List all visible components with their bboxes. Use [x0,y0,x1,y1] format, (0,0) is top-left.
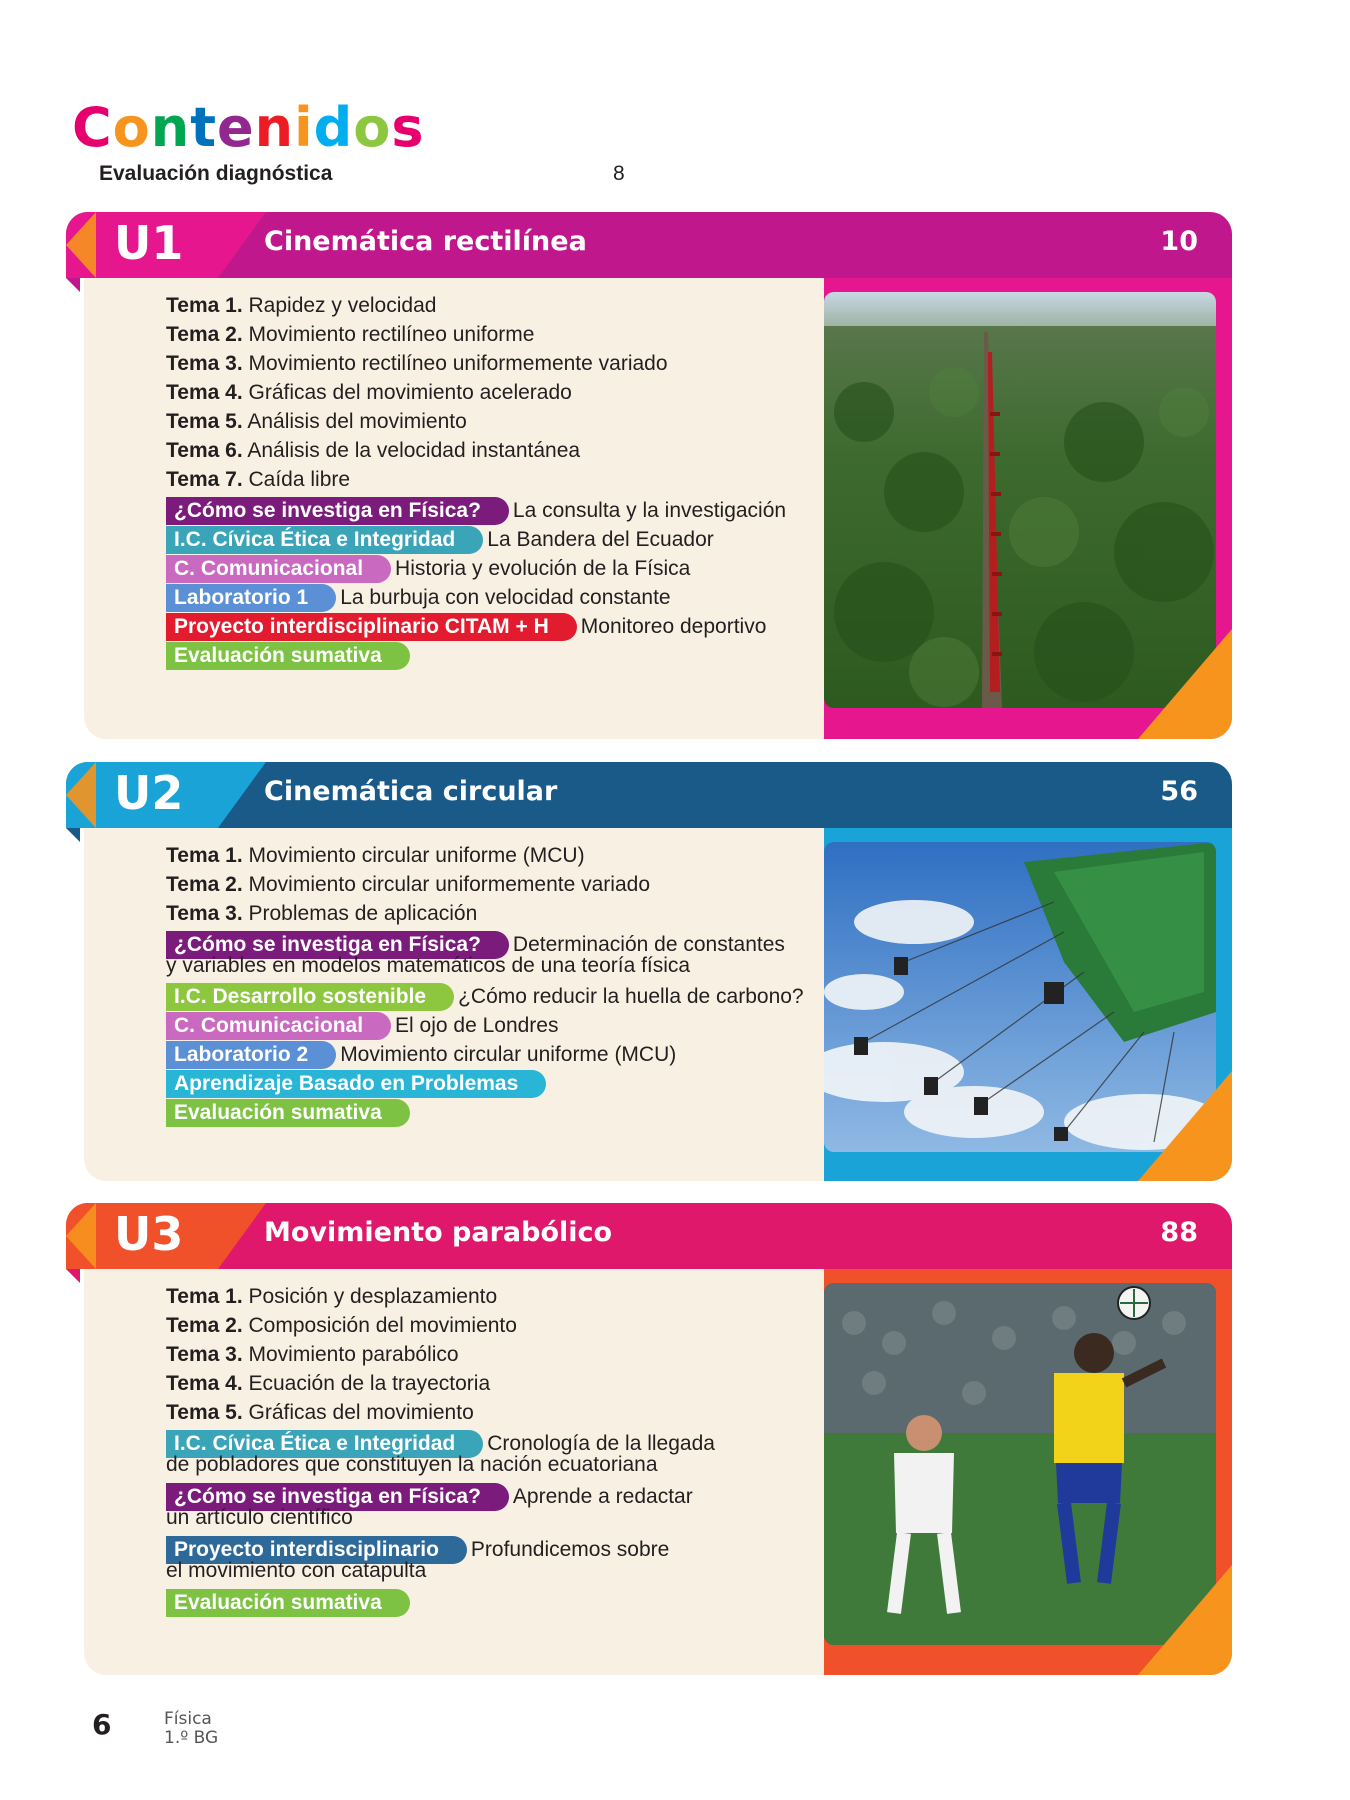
toc-row-topic[interactable] [166,439,856,463]
toc-row-text: Posición y desplazamiento [248,1285,498,1308]
toc-row-text: Cronología de la llegada [487,1432,715,1455]
section-badge: I.C. Cívica Ética e Integridad [166,526,483,554]
toc-row-label: Tema 7. [166,468,243,491]
unit-page: 56 [1160,776,1198,807]
toc-row-text: el movimiento con catapulta [166,1559,427,1582]
toc-row-text: ¿Cómo reducir la huella de carbono? [458,985,804,1008]
toc-row-continuation[interactable] [166,1453,856,1477]
toc-row-topic[interactable] [166,323,856,347]
page-number: 6 [92,1708,112,1741]
toc-row-topic[interactable] [166,1372,856,1396]
toc-row-topic[interactable] [166,1401,856,1425]
toc-row-text: de pobladores que constituyen la nación ecuatoriana [166,1453,658,1476]
toc-row-text: Monitoreo deportivo [580,615,767,638]
ribbon-fold [66,1269,80,1283]
unit-code: U1 [114,216,184,270]
toc-row-label: Tema 1. [166,294,243,317]
unit-header[interactable] [66,212,1232,278]
unit-body [84,1269,1232,1675]
unit-code: U2 [114,766,184,820]
toc-row-text: Caída libre [248,468,351,491]
ribbon-fold [66,278,80,292]
toc-row-topic[interactable] [166,1285,856,1309]
photo-frame [824,828,1232,1181]
section-badge: C. Comunicacional [166,555,391,583]
toc-row-label: Tema 6. [166,439,243,462]
toc-row-text: Rapidez y velocidad [248,294,437,317]
toc-row-topic[interactable] [166,844,856,868]
toc-row-section[interactable] [166,983,856,1011]
toc-row-section[interactable] [166,584,856,612]
title-letter: i [294,96,314,159]
soccer-players-photo [824,1283,1216,1645]
title-letter: t [190,96,218,159]
toc-row-label: Tema 2. [166,1314,243,1337]
title-letter: e [217,96,255,159]
diagnostic-label: Evaluación diagnóstica [99,162,333,185]
title-letter: C [72,96,113,159]
toc-row-text: Historia y evolución de la Física [395,557,691,580]
section-badge: Laboratorio 2 [166,1041,336,1069]
unit-page: 88 [1160,1217,1198,1248]
title-letter: n [150,96,191,159]
toc-row-section[interactable] [166,1099,856,1127]
toc-row-topic[interactable] [166,873,856,897]
toc-row-section[interactable] [166,555,856,583]
toc-row-text: Análisis del movimiento [247,410,467,433]
toc-row-label: Tema 4. [166,1372,243,1395]
title-letter: o [353,96,392,159]
toc-row-section[interactable] [166,1012,856,1040]
toc-row-text: Movimiento circular uniforme (MCU) [248,844,585,867]
toc-row-topic[interactable] [166,902,856,926]
toc-row-text: Movimiento circular uniforme (MCU) [340,1043,677,1066]
footer-book-info [164,1710,218,1748]
section-badge: Aprendizaje Basado en Problemas [166,1070,546,1098]
toc-row-text: y variables en modelos matemáticos de una teoría física [166,954,691,977]
toc-row-section[interactable] [166,613,856,641]
unit-header[interactable] [66,762,1232,828]
unit-page: 10 [1160,226,1198,257]
toc-row-text: El ojo de Londres [395,1014,559,1037]
toc-row-section[interactable] [166,1070,856,1098]
toc-row-section[interactable] [166,1589,856,1617]
toc-row-label: Tema 2. [166,323,243,346]
section-badge: Evaluación sumativa [166,1589,410,1617]
toc-row-label: Tema 5. [166,1401,243,1424]
footer-subject: Física [164,1709,212,1729]
ribbon-fold [66,828,80,842]
toc-row-topic[interactable] [166,1343,856,1367]
toc-row-topic[interactable] [166,1314,856,1338]
toc-row-text: un artículo científico [166,1506,353,1529]
toc-row-continuation[interactable] [166,1506,856,1530]
toc-row-text: La burbuja con velocidad constante [340,586,671,609]
title-letter: s [391,96,425,159]
toc-row-text: Movimiento rectilíneo uniformemente variado [248,352,668,375]
diagnostic-entry[interactable] [99,162,649,186]
toc-row-text: Gráficas del movimiento acelerado [248,381,572,404]
section-badge: Laboratorio 1 [166,584,336,612]
toc-row-section[interactable] [166,497,856,525]
toc-row-continuation[interactable] [166,1559,856,1583]
toc-row-text: Determinación de constantes [512,933,785,956]
toc-row-text: Composición del movimiento [248,1314,517,1337]
title-letter: n [254,96,295,159]
toc-row-section[interactable] [166,1041,856,1069]
photo-frame [824,1269,1232,1675]
toc-row-label: Tema 2. [166,873,243,896]
swing-ride-photo [824,842,1216,1152]
photo-frame [824,278,1232,739]
toc-row-label: Tema 5. [166,410,243,433]
unit-header[interactable] [66,1203,1232,1269]
toc-row-continuation[interactable] [166,954,856,978]
unit-title: Cinemática circular [264,776,558,807]
section-badge: Evaluación sumativa [166,1099,410,1127]
toc-row-label: Tema 3. [166,352,243,375]
section-badge: I.C. Cívica Ética e Integridad [166,1430,483,1458]
toc-row-topic[interactable] [166,468,856,492]
page-title [72,96,425,159]
unit-body [84,828,1232,1181]
toc-row-text: La consulta y la investigación [512,499,787,522]
forest-railway-photo [824,292,1216,708]
unit-title: Cinemática rectilínea [264,226,587,257]
title-letter: d [313,96,354,159]
toc-row-text: La Bandera del Ecuador [487,528,714,551]
toc-row-text: Movimiento rectilíneo uniforme [248,323,535,346]
section-badge: ¿Cómo se investiga en Física? [166,1483,509,1511]
toc-row-text: Ecuación de la trayectoria [248,1372,491,1395]
unit-3-section [66,1203,1232,1675]
toc-row-text: Profundicemos sobre [470,1538,670,1561]
toc-row-topic[interactable] [166,294,856,318]
toc-row-section[interactable] [166,526,856,554]
unit-title: Movimiento parabólico [264,1217,613,1248]
section-badge: I.C. Desarrollo sostenible [166,983,454,1011]
unit-code: U3 [114,1207,184,1261]
section-badge: Evaluación sumativa [166,642,410,670]
section-badge: C. Comunicacional [166,1012,391,1040]
toc-row-label: Tema 3. [166,902,243,925]
toc-row-text: Problemas de aplicación [248,902,478,925]
toc-row-text: Movimiento circular uniformemente variado [248,873,650,896]
toc-row-topic[interactable] [166,410,856,434]
diagnostic-page: 8 [613,162,625,185]
toc-row-text: Análisis de la velocidad instantánea [247,439,581,462]
section-badge: ¿Cómo se investiga en Física? [166,497,509,525]
toc-row-text: Movimiento parabólico [248,1343,459,1366]
section-badge: Proyecto interdisciplinario [166,1536,467,1564]
section-badge: ¿Cómo se investiga en Física? [166,931,509,959]
unit-1-section [66,212,1232,739]
footer-grade: 1.º BG [164,1728,219,1748]
toc-row-label: Tema 1. [166,1285,243,1308]
unit-body [84,278,1232,739]
title-letter: o [112,96,151,159]
toc-row-label: Tema 3. [166,1343,243,1366]
toc-row-topic[interactable] [166,381,856,405]
toc-row-label: Tema 1. [166,844,243,867]
toc-row-section[interactable] [166,642,856,670]
toc-row-label: Tema 4. [166,381,243,404]
toc-row-text: Aprende a redactar [512,1485,693,1508]
toc-row-text: Gráficas del movimiento [248,1401,474,1424]
toc-row-topic[interactable] [166,352,856,376]
unit-2-section [66,762,1232,1181]
section-badge: Proyecto interdisciplinario CITAM + H [166,613,577,641]
